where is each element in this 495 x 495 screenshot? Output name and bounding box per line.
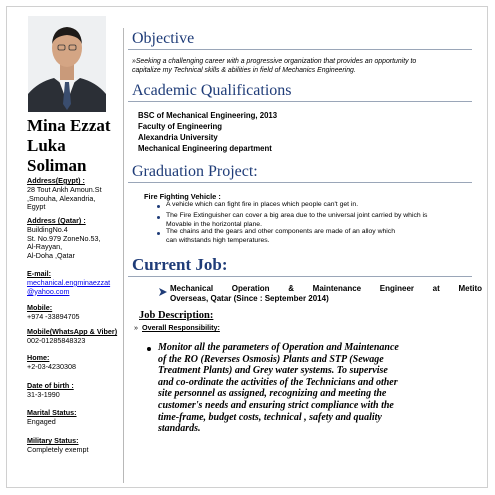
profile-photo <box>28 16 106 112</box>
objective-rule <box>128 49 472 50</box>
military-block <box>27 437 127 455</box>
marital-block <box>27 409 127 427</box>
job-description-line: time-frame, budget costs, technical , safety and quality <box>158 411 382 423</box>
address-qatar-line: Al-Doha ,Qatar <box>27 251 75 261</box>
academic-item: Faculty of Engineering <box>138 122 223 131</box>
academic-item: BSC of Mechanical Engineering, 2013 <box>138 111 278 120</box>
address-egypt-title: Address(Egypt) : <box>27 176 85 185</box>
current-job-heading: Current Job: <box>132 255 228 274</box>
address-qatar-title: Address (Qatar) : <box>27 216 86 225</box>
overall-arrow: » <box>134 323 138 332</box>
mobile-title: Mobile: <box>27 303 53 312</box>
email-link[interactable]: @yahoo.com <box>27 286 70 296</box>
dob-block <box>27 382 127 400</box>
graduation-bullet-line: Movable in the horizontal plane. <box>166 220 262 228</box>
address-egypt-line: ,Smouha, Alexandria, <box>27 193 96 203</box>
address-qatar <box>27 217 127 261</box>
home-phone-value: +2-03-4230308 <box>27 361 76 371</box>
home-phone-title: Home: <box>27 353 50 362</box>
email-link[interactable]: mechanical.engminaezzat <box>27 277 111 287</box>
dob-title: Date of birth : <box>27 381 74 390</box>
address-qatar-line: Al-Rayyan, <box>27 242 63 252</box>
address-qatar-line: St. No.979 ZoneNo.53, <box>27 233 101 243</box>
job-description-text <box>158 342 488 435</box>
objective-line: capitalize my Technical skills & abilities in field of Mechanics Engineering. <box>132 66 356 74</box>
dob-value: 31-3-1990 <box>27 389 60 399</box>
job-description-line: standards. <box>158 423 201 435</box>
overall-responsibility-label: Overall Responsibility: <box>142 323 220 332</box>
job-description-line: customer's needs and ensuring strict compliance with the <box>158 399 394 411</box>
job-description-line: of the RO (Reverses Osmosis) Plants and STP (Sewage <box>158 353 384 365</box>
address-egypt <box>27 177 127 212</box>
academic-list <box>138 110 277 154</box>
academic-item: Mechanical Engineering department <box>138 144 272 153</box>
military-value: Completely exempt <box>27 444 89 454</box>
address-egypt-line: 28 Tout Ankh Amoun.St <box>27 184 102 194</box>
graduation-title: Fire Fighting Vehicle : <box>144 192 221 201</box>
arrow-bullet-icon <box>158 284 168 294</box>
address-egypt-line: Egypt <box>27 202 46 212</box>
job-description-line: site personnel as assigned, recognizing and meeting the <box>158 388 387 400</box>
graduation-bullet <box>166 201 484 210</box>
academic-item: Alexandria University <box>138 133 218 142</box>
academic-heading: Academic Qualifications <box>132 82 292 99</box>
objective-heading: Objective <box>132 30 195 47</box>
email-block <box>27 270 127 296</box>
current-job-line: Overseas, Qatar (Since : September 2014) <box>170 294 329 303</box>
graduation-bullet-line: A vehicle which can fight fire in places which people can't get in. <box>166 201 359 208</box>
graduation-bullet-line: The Fire Extinguisher can cover a big area due to the universal joint carried by which is <box>166 212 428 219</box>
graduation-bullet <box>166 212 484 230</box>
graduation-rule <box>128 182 472 183</box>
graduation-heading: Graduation Project: <box>132 163 258 180</box>
graduation-bullet-line: The chains and the gears and other components are made of an alloy which <box>166 228 395 235</box>
bullet-dot <box>147 347 151 351</box>
bullet-dot <box>157 216 160 219</box>
home-phone-block <box>27 354 127 372</box>
job-description-line: and co-ordinate the activities of the Technicians and other <box>158 376 398 388</box>
address-qatar-line: BuildingNo.4 <box>27 224 68 234</box>
whatsapp-value: 002-01285848323 <box>27 335 86 345</box>
bullet-dot <box>157 232 160 235</box>
academic-rule <box>128 101 472 102</box>
whatsapp-title: Mobile(WhatsApp & Viber) <box>27 327 118 336</box>
graduation-bullet-line: can withstands high temperatures. <box>166 236 270 244</box>
job-description-line: Treatment Plants) and Grey water systems. To supervise <box>158 365 388 377</box>
graduation-bullet <box>166 228 484 246</box>
email-title: E-mail: <box>27 269 51 278</box>
name-line-1: Mina Ezzat <box>27 116 111 135</box>
current-job-text <box>170 284 482 304</box>
mobile-value: +974 -33894705 <box>27 311 80 321</box>
name-line-2: Luka <box>27 136 66 155</box>
mobile-block <box>27 304 127 322</box>
job-description-heading: Job Description: <box>139 310 214 321</box>
current-job-rule <box>128 276 472 277</box>
marital-value: Engaged <box>27 416 56 426</box>
whatsapp-block <box>27 328 127 346</box>
candidate-name <box>27 116 127 176</box>
objective-line: »Seeking a challenging career with a progressive organization that provides an opportunity to <box>132 58 417 65</box>
current-job-line: Mechanical Operation & Maintenance Engineer at Metito <box>170 284 482 293</box>
job-description-line: Monitor all the parameters of Operation and Maintenance <box>158 342 399 353</box>
name-line-3: Soliman <box>27 156 87 175</box>
military-title: Military Status: <box>27 436 79 445</box>
column-divider <box>123 28 124 483</box>
bullet-dot <box>157 205 160 208</box>
marital-title: Marital Status: <box>27 408 77 417</box>
objective-text <box>132 58 484 75</box>
